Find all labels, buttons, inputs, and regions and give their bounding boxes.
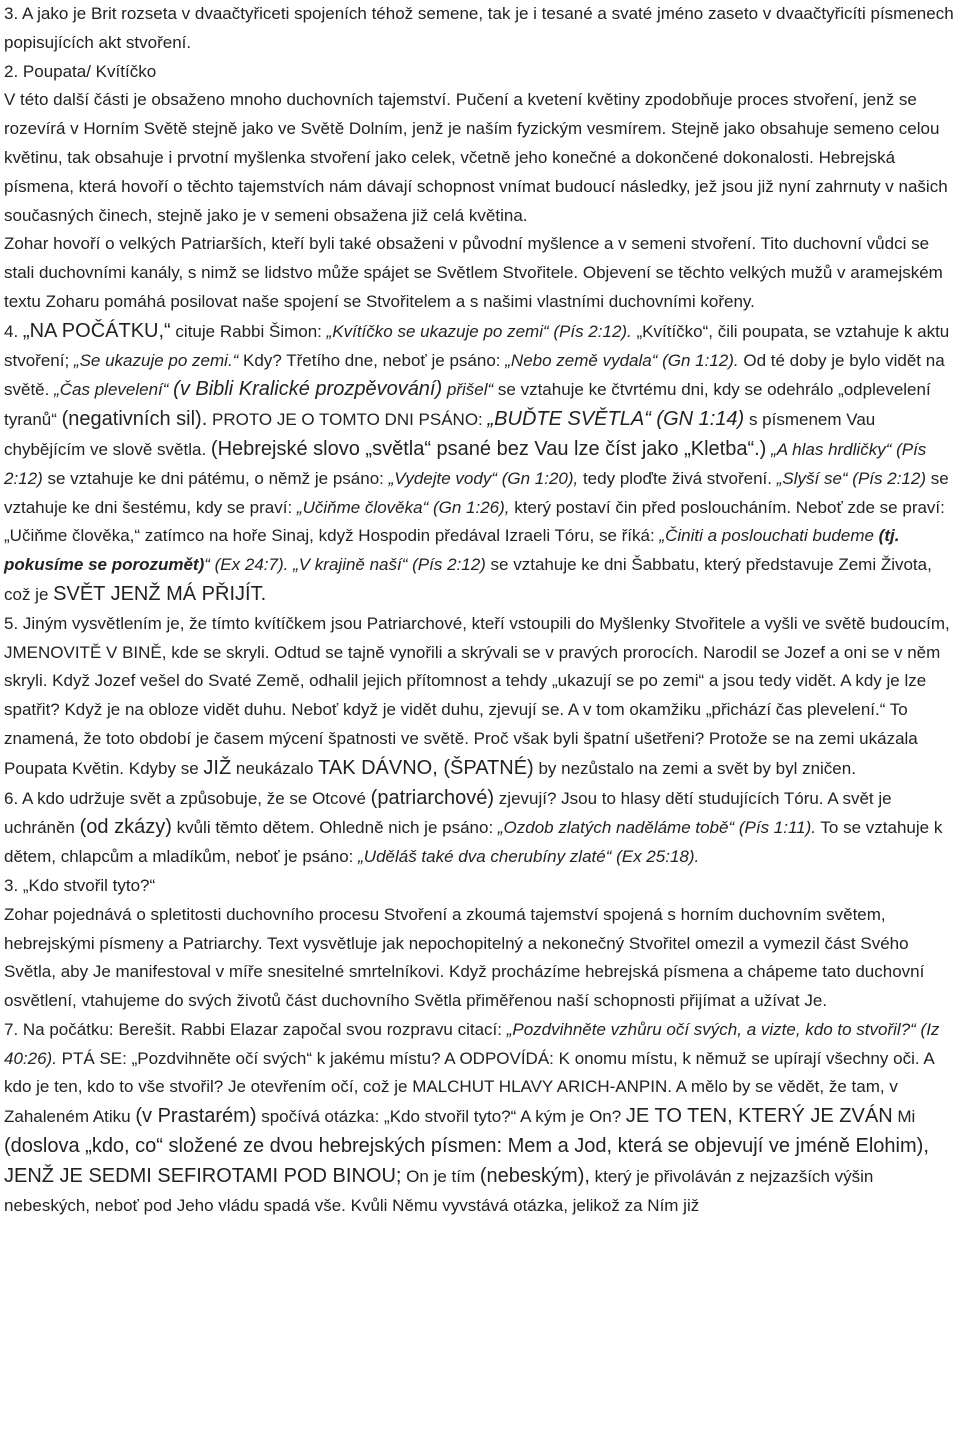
text-run: se vztahuje ke čtvrtému dni, kdy se odehrálo „odplevelení tyranů“ [4, 380, 931, 430]
caps-tak-davno: TAK DÁVNO, (ŠPATNÉ) [318, 756, 534, 779]
paragraph-verse-6 [4, 784, 956, 872]
section-heading-poupata: 2. Poupata/ Kvítíčko [4, 61, 157, 81]
quote-v-krajine-nasi: „V krajině naší“ (Pís 2:12) [288, 555, 486, 575]
caps-jiz: JIŽ [203, 756, 232, 779]
text-run: tedy ploďte živá stvoření. [578, 468, 777, 488]
note-nebeskym: (nebeským), [479, 1164, 590, 1187]
note-patriarchove: (patriarchové) [370, 786, 495, 809]
paragraph-verse-5 [4, 610, 956, 784]
paragraph-intro-mysteries: V této další části je obsaženo mnoho duchovních tajemství. Pučení a kvetení květiny zpodobňuje proces stvoření, jenž se rozevírá v Horním Světě stejně jako ve Světě Dolním, jenž je naším fyzickým vesmírem. Stejně jako obsahuje semeno celou květinu, tak obsahuje i prvotní myšlenka stvoření jako celek, včetně jeho konečné a dokončené dokonalosti. Hebrejská písmena, která hovoří o těchto tajemstvích nám dávají schopnost vnímat budoucí následky, jež jsou již nyní zahrnuty v našich současných činech, stejně jako je v semeni obsažena již celá květina. [4, 90, 948, 225]
text-run: zjevují? Jsou to hlasy dětí studujících Tóru. A svět je uchráněn [4, 788, 892, 838]
quote-ukazuje: „Se ukazuje po zemi.“ [73, 350, 239, 370]
text-run: To se vztahuje k dětem, chlapcům a mladíkům, neboť je psáno: [4, 818, 943, 867]
text-run: se vztahuje ke dni šestému, kdy se praví: [4, 468, 949, 517]
note-kralicka: (v Bibli Kralické prozpěvování) [173, 378, 443, 401]
quote-ex-24-7: “ (Ex 24:7). [204, 555, 289, 575]
quote-ozdob-zlatych: „Ozdob zlatých naděláme tobě“ (Pís 1:11). [497, 818, 817, 838]
caps-proto: PROTO JE O TOMTO DNI PSÁNO: [207, 410, 488, 430]
text-run: se vztahuje ke dni pátému, o němž je psáno: [42, 468, 389, 488]
text-run: se vztahuje ke dni Šabbatu, který představuje Zemi Života, což je [4, 555, 932, 604]
text-run: 7. Na počátku: Berešit. Rabbi Elazar započal svou rozpravu citací: [4, 1019, 507, 1039]
quote-cas-pleveleni: „Čas plevelení“ [54, 380, 174, 400]
text-run: A mělo by se vědět, že tam, v Zahaleném Atiku [4, 1077, 898, 1127]
text-run: Kdy? Třetího dne, neboť je psáno: [238, 350, 506, 370]
text-run: kvůli těmto dětem. Ohledně nich je psáno: [171, 818, 498, 838]
caps-odpovida: ODPOVÍDÁ: [459, 1048, 554, 1068]
quote-cherubiny: „Uděláš také dva cherubíny zlaté“ (Ex 25:18). [358, 847, 700, 867]
paragraph-patriarchs: Zohar hovoří o velkých Patriarších, kteří byli také obsaženi v původní myšlence a v semeni stvoření. Tito duchovní vůdci se stali duchovními kanály, s nimž se lidstvo může spájet se Světlem Stvořitele. Objevení se těchto velkých mužů v aramejském textu Zoharu pomáhá posilovat naše spojení se Stvořitelem a s našimi vlastními duchovními kořeny. [4, 234, 943, 311]
caps-malchut: MALCHUT HLAVY ARICH-ANPIN. [412, 1077, 672, 1097]
paragraph-zohar-process: Zohar pojednává o spletitosti duchovního procesu Stvoření a zkoumá tajemství spojená s horním duchovním světem, hebrejskými písmeny a Patriarchy. Text vysvětluje jak nepochopitelný a nekonečný Stvořitel omezil a vymezil část Svého Světla, aby Je manifestoval v míře snesitelné smrtelníkovi. Když procházíme hebrejská písmena a chápeme tato duchovní osvětlení, vtahujeme do svých životů část duchovního Světla přiměřenou naší schopnosti přijímat a užívat Je. [4, 904, 925, 1011]
note-kletba: (Hebrejské slovo „světla“ psané bez Vau lze číst jako „Kletba“.) [210, 437, 767, 460]
text-run: neukázalo [231, 758, 319, 778]
text-run: cituje Rabbi Šimon: [170, 321, 327, 341]
note-mem-jod: (doslova „kdo, co“ složené ze dvou hebrejských písmen: Mem a Jod, která se objevují ve jméně Elohim), [4, 1135, 929, 1158]
text-run: Od té doby je bylo vidět na světě. [4, 350, 945, 400]
quote-kviticko: „Kvítíčko se ukazuje po zemi“ (Pís 2:12). [326, 321, 632, 341]
caps-svet-jenz: SVĚT JENŽ MÁ PŘIJÍT. [53, 582, 267, 605]
text-run: spočívá otázka: „Kdo stvořil tyto?“ A kým je On? [256, 1107, 626, 1127]
text-run: kde se skryli. Odtud se tajně vynořili a skrývali se v pravých prorocích. Narodil se Jozef a oni se v něm skryli. Když Jozef vešel do Svaté Země, odhalil jejich přítomnost a tehdy „ukazují se po zemi“ a jsou tedy vidět. A kdy je lze spatřit? Když je na obloze vidět duhu. Neboť když je vidět duhu, zjevují se. A v tom okamžiku „přichází čas plevelení.“ To znamená, že toto období je časem mýcení špatnosti ve světě. Proč však byli špatní ušetřeni? Protože se na zemi ukázala Poupata Květin. Kdyby se [4, 642, 941, 778]
quote-ciniti: „Činiti a poslouchati budeme [659, 526, 879, 546]
caps-jmenovite: JMENOVITĚ V BINĚ, [4, 642, 167, 662]
text-run: „Kvítíčko“, čili poupata, se vztahuje k aktu stvoření; [4, 321, 950, 370]
caps-pta-se: PTÁ SE: „Pozdvihněte očí svých“ k jakému místu? A [56, 1048, 460, 1068]
quote-slysi-se: „Slyší se“ (Pís 2:12) [776, 468, 926, 488]
paragraph-brit: 3. A jako je Brit rozseta v dvaačtyřiceti spojeních téhož semene, tak je i tesané a svaté jméno zaseto v dvaačtyřicíti písmenech popisujících akt stvoření. [4, 4, 954, 52]
text-run: který je přivoláván z nejzazších výšin nebeských, neboť pod Jeho vládu spadá vše. Kvůli Němu vyvstává otázka, jelikož za Ním již [4, 1166, 874, 1215]
quote-ucinme-cloveka: „Učiňme člověka“ (Gn 1:26), [296, 497, 510, 517]
text-run: Mi [892, 1107, 916, 1127]
quote-budte-svetla: „BUĎTE SVĚTLA“ (GN 1:14) [487, 408, 745, 431]
quote-pozdvihnete: „Pozdvihněte vzhůru očí svých, a vizte, kdo to stvořil?“ (Iz 40:26). [4, 1019, 940, 1068]
note-porozumet: (tj. pokusíme se porozumět) [4, 526, 900, 575]
quote-prisel: přišel“ [442, 380, 494, 400]
text-run: On je tím [401, 1166, 480, 1186]
note-negativnich-sil: (negativních sil). [61, 408, 208, 431]
quote-hlas-hrdlicky: „A hlas hrdličky“ (Pís 2:12) [4, 439, 927, 488]
quote-vydejte-vody: „Vydejte vody“ (Gn 1:20), [388, 468, 579, 488]
text-run: 5. Jiným vysvětlením je, že tímto kvítíčkem jsou Patriarchové, kteří vstoupili do Myšlenky Stvořitele a vyšli ve světě budoucím, [4, 613, 950, 633]
note-prastarem: (v Prastarém) [135, 1105, 257, 1128]
quote-zeme-vydala: „Nebo země vydala“ (Gn 1:12). [505, 350, 739, 370]
text-run: s písmenem Vau chybějícím ve slově světla. [4, 410, 876, 459]
paragraph-verse-4 [4, 317, 956, 610]
text-run: 6. A kdo udržuje svět a způsobuje, že se Otcové [4, 788, 371, 808]
paragraph-verse-7 [4, 1016, 956, 1221]
section-heading-kdo-stvoril: 3. „Kdo stvořil tyto?“ [4, 875, 156, 895]
caps-na-pocatku: „NA POČÁTKU,“ [22, 319, 171, 342]
caps-je-to-ten: JE TO TEN, KTERÝ JE ZVÁN [625, 1105, 893, 1128]
text-run: K onomu místu, k němuž se upírají všechny oči. A kdo je ten, kdo to vše stvořil? Je otevřením očí, což je [4, 1048, 934, 1097]
caps-jenz-je-sedmi: JENŽ JE SEDMI SEFIROTAMI POD BINOU; [4, 1164, 402, 1187]
text-run: by nezůstalo na zemi a svět by byl zničen. [533, 758, 856, 778]
note-od-zkazy: (od zkázy) [79, 816, 172, 839]
text-run: který postaví čin před posloucháním. Neboť zde se praví: „Učiňme člověka,“ zatímco na hoře Sinaj, když Hospodin předával Izraeli Tóru, se říká: [4, 497, 945, 546]
verse-number: 4. [4, 321, 23, 341]
